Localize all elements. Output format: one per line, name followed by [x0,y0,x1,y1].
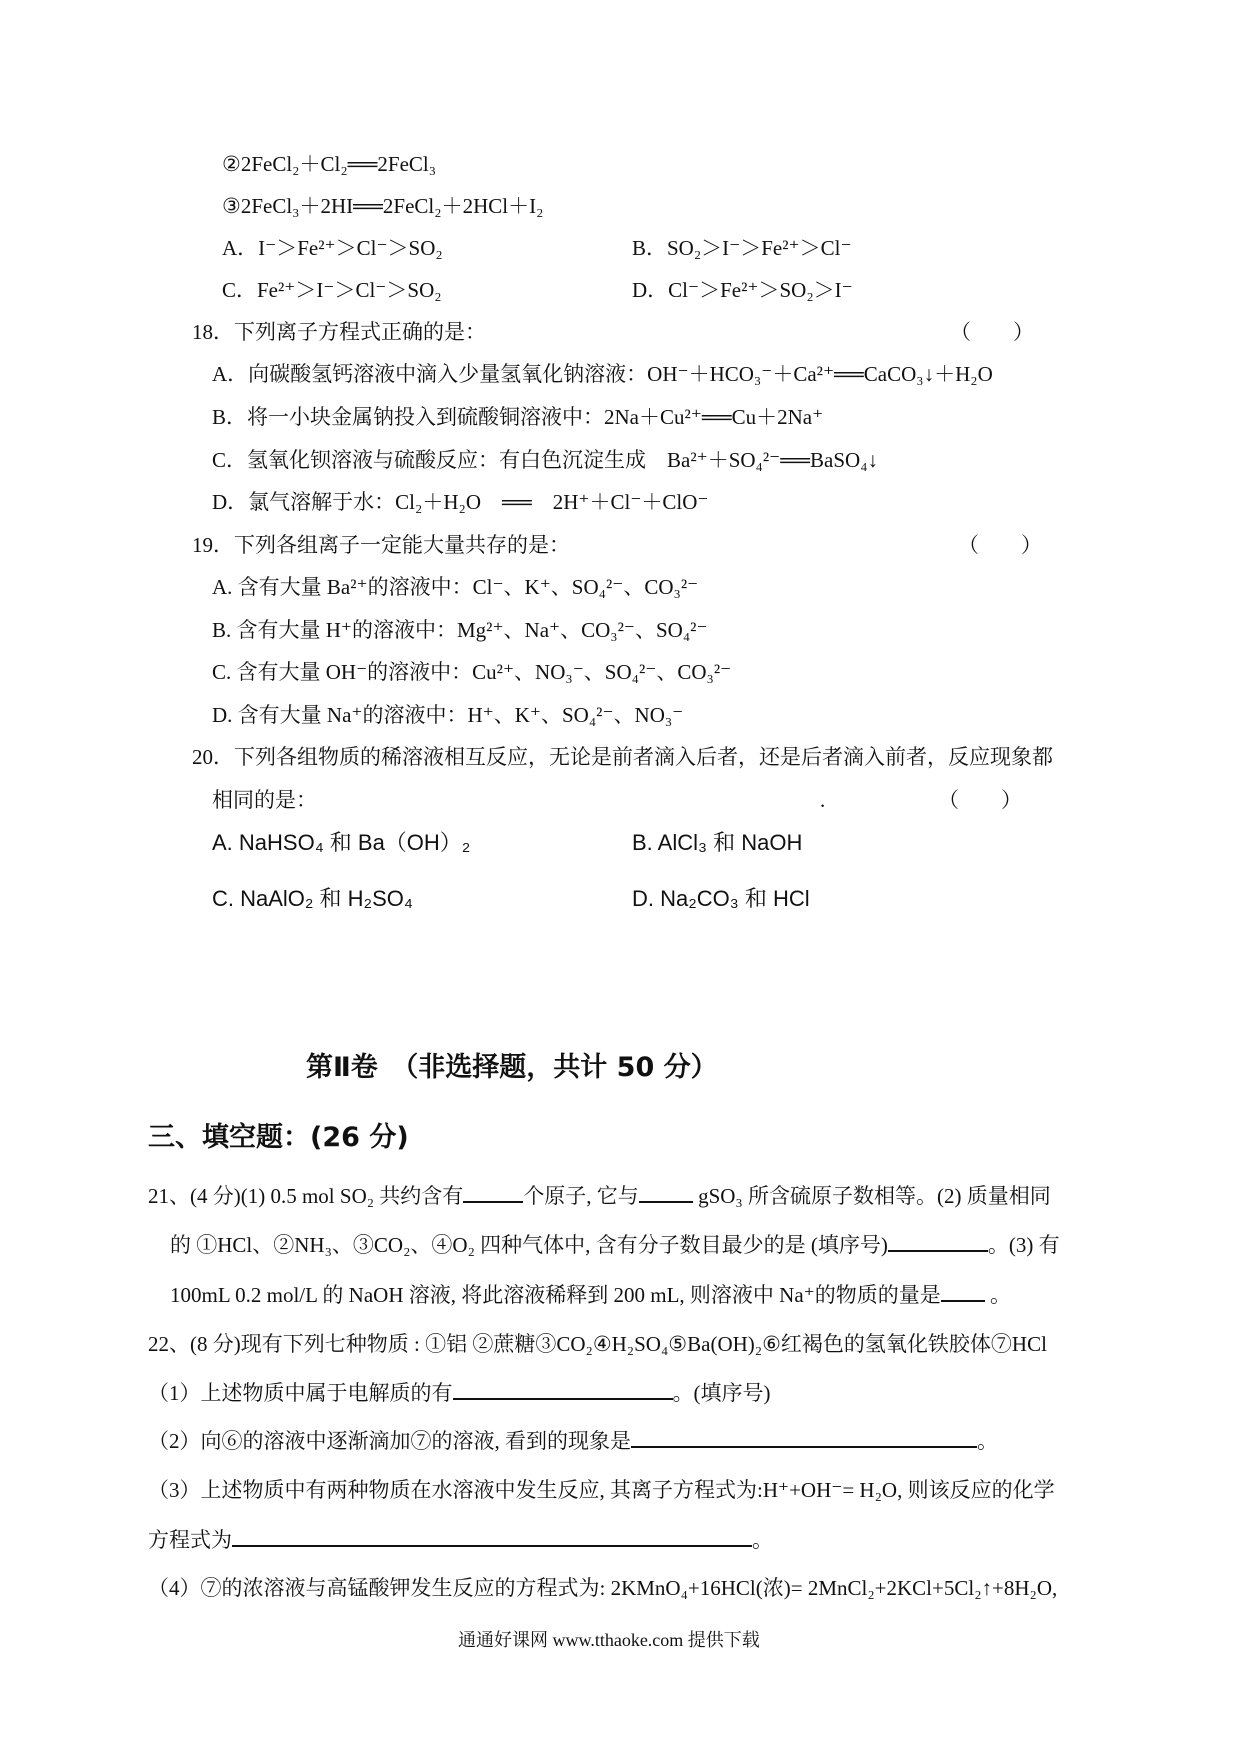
q21-blank-3[interactable] [888,1232,988,1252]
q20-dot: . [820,788,826,812]
q22-stem: 22、(8 分)现有下列七种物质 : ①铝 ②蔗糖③CO₂④H₂SO₄⑤Ba(OH)₂⑥红褐色的氢氧化铁胶体⑦HCl [148,1332,1047,1356]
q21-line1-part3: gSO₃ 所含硫原子数相等。(2) 质量相同 [692,1184,1051,1208]
q22-part1-tail: 。(填序号) [672,1381,771,1405]
q22-part1 [148,1380,771,1406]
q21-line2-part2: 。(3) 有 [987,1233,1060,1257]
q22-part3-line1: （3）上述物质中有两种物质在水溶液中发生反应, 其离子方程式为:H⁺+OH⁻= H₂O, 则该反应的化学 [148,1478,1055,1502]
q19-option-b: B. 含有大量 H⁺的溶液中：Mg²⁺、Na⁺、CO₃²⁻、SO₄²⁻ [212,618,708,642]
page-footer: 通通好课网 www.tthaoke.com 提供下载 [458,1630,760,1650]
q22-part1-text: （1）上述物质中属于电解质的有 [148,1381,453,1405]
q18-option-c: C．氢氧化钡溶液与硫酸反应：有白色沉淀生成 Ba²⁺＋SO₄²⁻══BaSO₄↓ [212,448,879,472]
q21-line3-part1: 100mL 0.2 mol/L 的 NaOH 溶液, 将此溶液稀释到 200 mL, 则溶液中 Na⁺的物质的量是 [170,1283,941,1307]
q20-option-a: A. NaHSO₄ 和 Ba（OH）₂ [212,830,471,855]
q18-stem: 18．下列离子方程式正确的是： [192,320,486,344]
q21-blank-2[interactable] [639,1183,693,1203]
q18-option-d: D．氯气溶解于水：Cl₂＋H₂O ══ 2H⁺＋Cl⁻＋ClO⁻ [212,490,709,514]
q22-part4: （4）⑦的浓溶液与高锰酸钾发生反应的方程式为: 2KMnO₄+16HCl(浓)= 2MnCl₂+2KCl+5Cl₂↑+8H₂O, [148,1576,1058,1600]
q20-option-c: C. NaAlO₂ 和 H₂SO₄ [212,886,413,911]
q19-answer-paren: （ ） [958,533,1042,557]
q21-line2 [170,1232,1060,1258]
q22-part2-tail: 。 [977,1429,998,1453]
q19-option-d: D. 含有大量 Na⁺的溶液中：H⁺、K⁺、SO₄²⁻、NO₃⁻ [212,703,684,727]
q17-option-b: B．SO₂＞I⁻＞Fe²⁺＞Cl⁻ [632,236,852,260]
q18-answer-paren: （ ） [950,320,1034,344]
q17-option-c: C．Fe²⁺＞I⁻＞Cl⁻＞SO₂ [222,278,442,302]
q17-option-a: A．I⁻＞Fe²⁺＞Cl⁻＞SO₂ [222,236,443,260]
q21-line3-part2: 。 [984,1283,1011,1307]
q17-option-d: D．Cl⁻＞Fe²⁺＞SO₂＞I⁻ [632,278,853,302]
q22-part3-tail: 。 [752,1528,773,1552]
q18-option-a: A．向碳酸氢钙溶液中滴入少量氢氧化钠溶液：OH⁻＋HCO₃⁻＋Ca²⁺══CaCO₃↓＋H₂O [212,362,993,386]
q22-part2 [148,1428,998,1454]
q17-eq2: ②2FeCl₂＋Cl₂══2FeCl₃ [222,152,437,176]
q19-stem: 19．下列各组离子一定能大量共存的是： [192,533,570,557]
q21-line2-part1: 的 ①HCl、②NH₃、③CO₂、④O₂ 四种气体中, 含有分子数目最少的是 (填序号) [170,1233,888,1257]
q19-option-a: A. 含有大量 Ba²⁺的溶液中：Cl⁻、K⁺、SO₄²⁻、CO₃²⁻ [212,575,699,599]
q22-blank-3[interactable] [232,1527,752,1547]
q22-part3-text: 方程式为 [148,1528,232,1552]
section3-title: 三、填空题：(26 分) [148,1122,409,1153]
q20-answer-paren: （ ） [938,788,1022,812]
q19-option-c: C. 含有大量 OH⁻的溶液中：Cu²⁺、NO₃⁻、SO₄²⁻、CO₃²⁻ [212,660,732,684]
q20-stem-line1: 20．下列各组物质的稀溶液相互反应，无论是前者滴入后者，还是后者滴入前者，反应现象都 [192,745,1053,769]
q18-option-b: B．将一小块金属钠投入到硫酸铜溶液中：2Na＋Cu²⁺══Cu＋2Na⁺ [212,405,824,429]
part2-title: 第Ⅱ卷 （非选择题，共计 50 分） [306,1052,718,1083]
q22-part2-text: （2）向⑥的溶液中逐渐滴加⑦的溶液, 看到的现象是 [148,1429,631,1453]
q21-blank-1[interactable] [463,1183,523,1203]
q20-stem-line2: 相同的是： [212,788,317,812]
q21-blank-4[interactable] [941,1282,985,1302]
q22-blank-2[interactable] [631,1428,977,1448]
q21-line1 [148,1183,1051,1209]
q21-line1-part2: 个原子, 它与 [523,1184,639,1208]
q22-blank-1[interactable] [453,1380,673,1400]
q20-option-b: B. AlCl₃ 和 NaOH [632,830,803,855]
q22-part3-line2 [148,1527,773,1553]
q17-eq3: ③2FeCl₃＋2HI══2FeCl₂＋2HCl＋I₂ [222,194,544,218]
q21-line3 [170,1282,1011,1308]
q21-line1-part1: 21、(4 分)(1) 0.5 mol SO₂ 共约含有 [148,1184,464,1208]
q20-option-d: D. Na₂CO₃ 和 HCl [632,886,810,911]
